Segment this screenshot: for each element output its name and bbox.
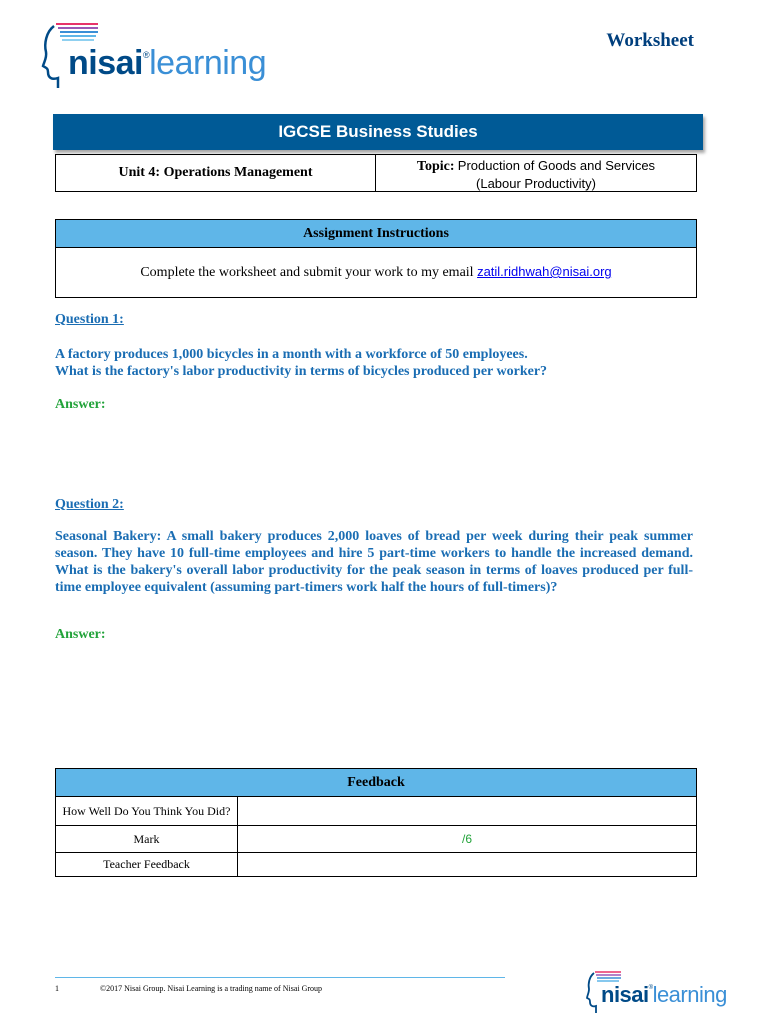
- logo-word-learning: learning: [652, 982, 727, 1007]
- feedback-row-teacher: [56, 853, 696, 876]
- topic-line-2: (Labour Productivity): [476, 176, 596, 191]
- question-2-answer-label: Answer:: [55, 627, 106, 642]
- question-2-text: Seasonal Bakery: A small bakery produces 2,000 loaves of bread per week during their peak summer season. They have 10 full-time employees and hire 5 part-time workers to handle the increased demand. What is the bakery's overall labor productivity for the peak season in terms of loaves produced per full-time employee equivalent (assuming part-timers work half the hours of full-timers)?: [55, 529, 693, 595]
- email-link[interactable]: zatil.ridhwah@nisai.org: [477, 264, 612, 279]
- unit-cell: Unit 4: Operations Management: [56, 155, 376, 191]
- self-assessment-field[interactable]: [238, 797, 696, 825]
- feedback-row-self-assessment: [56, 797, 696, 826]
- question-2-title: Question 2:: [55, 497, 124, 512]
- instructions-text: Complete the worksheet and submit your work to my email: [140, 265, 474, 280]
- question-1-title: Question 1:: [55, 312, 124, 327]
- question-1-line-2: What is the factory's labor productivity in terms of bicycles produced per worker?: [55, 364, 548, 379]
- question-1-text: [55, 346, 693, 380]
- question-1-answer-label: Answer:: [55, 397, 106, 412]
- logo-wordmark: [68, 44, 266, 83]
- feedback-table: [55, 768, 697, 877]
- logo-reg-mark: ®: [648, 985, 653, 991]
- teacher-feedback-field[interactable]: [238, 853, 696, 876]
- topic-prefix: Topic:: [416, 159, 455, 174]
- instructions-heading: Assignment Instructions: [56, 220, 696, 248]
- feedback-row-label: Mark: [56, 826, 238, 852]
- subject-banner: IGCSE Business Studies: [53, 114, 703, 150]
- footer-copyright: ©2017 Nisai Group. Nisai Learning is a trading name of Nisai Group: [100, 984, 323, 993]
- footer-divider: [55, 977, 505, 978]
- footer-logo: [585, 968, 745, 1014]
- feedback-row-label: How Well Do You Think You Did?: [56, 797, 238, 825]
- logo-wordmark: [601, 982, 727, 1008]
- logo-reg-mark: ®: [142, 50, 150, 60]
- nisai-logo: [40, 16, 310, 92]
- logo-word-nisai: nisai: [68, 44, 143, 82]
- logo-word-nisai: nisai: [601, 982, 649, 1007]
- page-number: 1: [55, 984, 59, 993]
- doc-type-label: Worksheet: [606, 30, 694, 51]
- feedback-row-label: Teacher Feedback: [56, 853, 238, 876]
- logo-word-learning: learning: [149, 44, 267, 82]
- feedback-heading: Feedback: [56, 769, 696, 797]
- instructions-body: [56, 248, 696, 297]
- instructions-box: [55, 219, 697, 298]
- unit-topic-table: [55, 154, 697, 192]
- feedback-row-mark: [56, 826, 696, 853]
- question-1-line-1: A factory produces 1,000 bicycles in a month with a workforce of 50 employees.: [55, 347, 528, 362]
- topic-cell: [376, 155, 696, 191]
- mark-field[interactable]: /6: [461, 832, 472, 846]
- topic-line-1: Production of Goods and Services: [457, 158, 656, 173]
